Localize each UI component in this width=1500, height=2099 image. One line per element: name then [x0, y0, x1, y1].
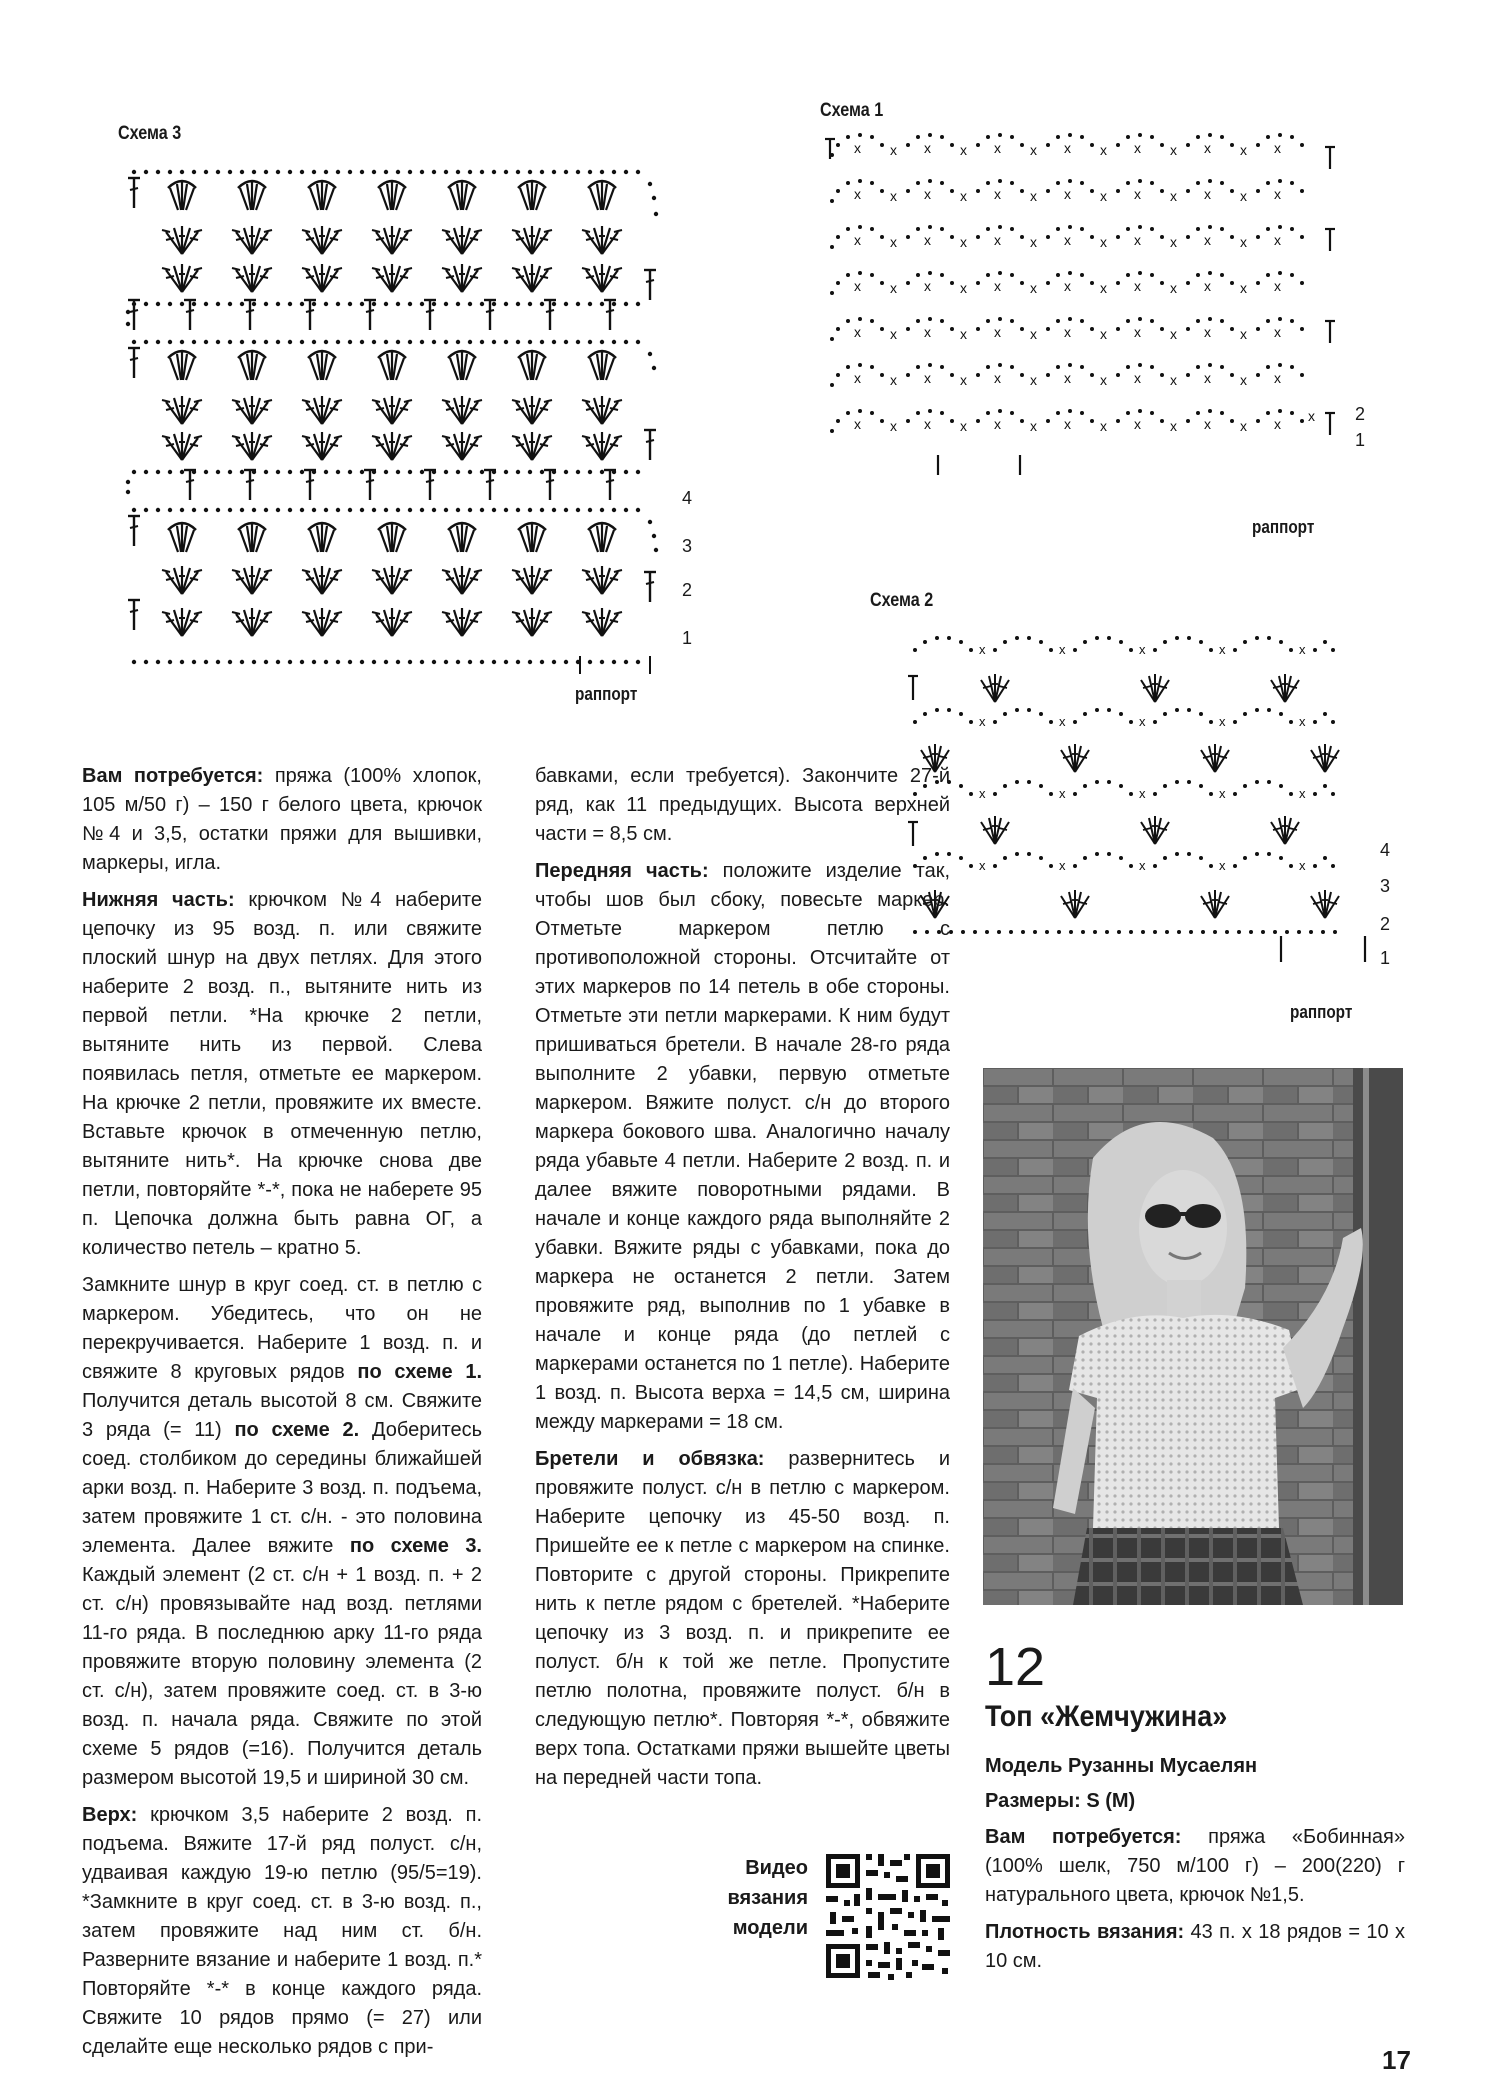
join-text-a: Замкните шнур в круг соед. ст. в петлю с маркером. Убедитесь, что он не перекручивается. Наберите 1 возд. п. и свяжите 8 круговых рядов — [82, 1274, 482, 1383]
schema3-row-2: 2 — [682, 580, 693, 600]
schema3-row-3: 3 — [682, 536, 693, 556]
schema2-row-2: 2 — [1380, 914, 1391, 934]
svg-text:x: x — [1308, 408, 1315, 424]
text-column-2 — [535, 762, 950, 1801]
qr-code-icon[interactable] — [822, 1850, 954, 1982]
model-gauge-text: 43 п. х 18 рядов = 10 х 10 см. — [985, 1921, 1406, 1972]
schema1-row-1: 1 — [1355, 430, 1366, 450]
page-number: 17 — [1382, 2045, 1411, 2075]
schema3-row-4: 4 — [682, 488, 693, 508]
lower-part-paragraph — [82, 886, 482, 1263]
schema2-row-3: 3 — [1380, 876, 1391, 896]
front-paragraph — [535, 857, 950, 1437]
schema3-rapport: раппорт — [575, 684, 638, 704]
materials-paragraph — [82, 762, 482, 878]
schema3-diagram — [120, 162, 700, 682]
straps-paragraph — [535, 1445, 950, 1793]
model-author: Модель Рузанны Мусаелян — [985, 1755, 1258, 1777]
schema3-row-1: 1 — [682, 628, 693, 648]
model-number: 12 — [985, 1637, 1046, 1697]
schema2-row-4: 4 — [1380, 840, 1391, 860]
join-text-g: Каждый элемент (2 ст. с/н + 1 возд. п. + 2 ст. с/н) провязывайте над возд. петлями 11-го ряда. В последнюю арку 11-го ряда провяжите вторую половину элемента (2 ст. с/н), затем провяжите соед. ст. в 3-ю возд. п. начала ряда. Свяжите по этой схеме 5 рядов (=16). Получится деталь размером высотой 19,5 и шириной 30 см. — [82, 1564, 482, 1789]
join-paragraph — [82, 1271, 482, 1793]
model-photo — [983, 1068, 1403, 1605]
join-text-e: Доберитесь соед. столбиком до середины ближайшей арки возд. п. Наберите 3 возд. п. подъема, затем провяжите 1 ст. с/н. - это половина элемента. Далее вяжите — [82, 1419, 482, 1557]
model-title: Топ «Жемчужина» — [985, 1700, 1228, 1733]
schema2-diagram — [905, 632, 1385, 1012]
schema1-row-2: 2 — [1355, 404, 1366, 424]
model-yarn-label: Вам потребуется: — [985, 1826, 1182, 1848]
front-label: Передняя часть: — [535, 860, 709, 882]
continuation-paragraph — [535, 762, 950, 849]
model-yarn-text: пряжа «Бобинная» (100% шелк, 750 м/100 г) – 200(220) г натурального цвета, крючок №1,5. — [985, 1826, 1405, 1906]
join-ref-schema1: по схеме 1. — [357, 1361, 482, 1383]
lower-part-text: крючком №4 наберите цепочку из 95 возд. п. или свяжите плоский шнур на двух петлях. Для этого наберите 2 возд. п., вытяните нить из первой петли. *На крючке 2 петли, вытяните нить из первой. Слева появилась петля, отметьте ее маркером. На крючке 2 петли, провяжите их вместе. Вставьте крючок в отмеченную петлю, вытяните нить*. На крючке снова две петли, повторяйте *-*, пока не наберете 95 п. Цепочка должна быть равна ОГ, а количество петель – кратно 5. — [82, 889, 482, 1259]
schema2-title: Схема 2 — [870, 590, 934, 611]
continuation-text: бавками, если требуется). Закончите 27-й ряд, как 11 предыдущих. Высота верхней части = 8,5 см. — [535, 765, 950, 845]
schema1-rapport: раппорт — [1252, 517, 1315, 537]
straps-text: развернитесь и провяжите полуст. с/н в петлю с маркером. Наберите цепочку из 45-50 возд. п. Пришейте ее к петле с маркером на спинке. Повторите с другой стороны. Прикрепите нить к петле рядом с бретелей. *Наберите цепочку из 3 возд. п. и прикрепите ее полуст. б/н к той же петле. Пропустите петлю полотна, провяжите полуст. б/н в следующую петлю*. Повторяя *-*, обвяжите верх топа. Остатками пряжи вышейте цветы на передней части топа. — [535, 1448, 950, 1789]
text-column-1 — [82, 762, 482, 2070]
top-paragraph — [82, 1801, 482, 2062]
schema1-diagram — [820, 125, 1360, 495]
schema2-rapport: раппорт — [1290, 1002, 1353, 1022]
front-text: положите изделие так, чтобы шов был сбоку, повесьте маркер. Отметьте маркером петлю с противоположной стороны. Отсчитайте от этих маркеров по 14 петель в обе стороны. Отметьте эти петли маркерами. К ним будут пришиваться бретели. В начале 28-го ряда выполните 2 убавки, первую отметьте маркером. Вяжите полуст. с/н до второго маркера бокового шва. Аналогично началу ряда убавьте 4 петли. Наберите 2 возд. п. и далее вяжите поворотными рядами. В начале и конце каждого ряда выполняйте 2 убавки. Вяжите ряды с убавками, пока до маркера не останется 2 петли. Затем провяжите ряд, выполнив по 1 убавке в начале и конце ряда (до петлей с маркерами останется по 1 петле). Наберите 1 возд. п. Высота верха = 14,5 см, ширина между маркерами = 18 см. — [535, 860, 950, 1433]
model-gauge-label: Плотность вязания: — [985, 1921, 1185, 1943]
materials-text: пряжа (100% хлопок, 105 м/50 г) – 150 г белого цвета, крючок №4 и 3,5, остатки пряжи для вышивки, маркеры, игла. — [82, 765, 482, 874]
lower-part-label: Нижняя часть: — [82, 889, 235, 911]
schema3-title: Схема 3 — [118, 123, 182, 144]
top-label: Верх: — [82, 1804, 138, 1826]
schema2-row-1: 1 — [1380, 948, 1391, 968]
materials-label: Вам потребуется: — [82, 765, 264, 787]
model-sizes: Размеры: S (M) — [985, 1790, 1136, 1812]
schema1-title: Схема 1 — [820, 100, 884, 121]
top-text: крючком 3,5 наберите 2 возд. п. подъема. Вяжите 17-й ряд полуст. с/н, удваивая каждую 19-ю петлю (95/5=19). *Замкните в круг соед. ст. в 3-ю возд. п., затем провяжите над ним ст. б/н. Разверните вязание и наберите 1 возд. п.* Повторяйте *-* в конце каждого ряда. Свяжите 10 рядов прямо (= 27) или сделайте еще несколько рядов с при- — [82, 1804, 482, 2058]
video-label: Видео вязания модели — [727, 1857, 808, 1939]
straps-label: Бретели и обвязка: — [535, 1448, 765, 1470]
join-text-c: Получится деталь высотой 8 см. Свяжите 3 ряда (= 11) — [82, 1390, 482, 1441]
model-gauge-paragraph — [985, 1918, 1405, 1976]
model-requirements — [985, 1823, 1405, 1984]
join-ref-schema2: по схеме 2. — [234, 1419, 360, 1441]
join-ref-schema3: по схеме 3. — [349, 1535, 482, 1557]
model-yarn-paragraph — [985, 1823, 1405, 1910]
